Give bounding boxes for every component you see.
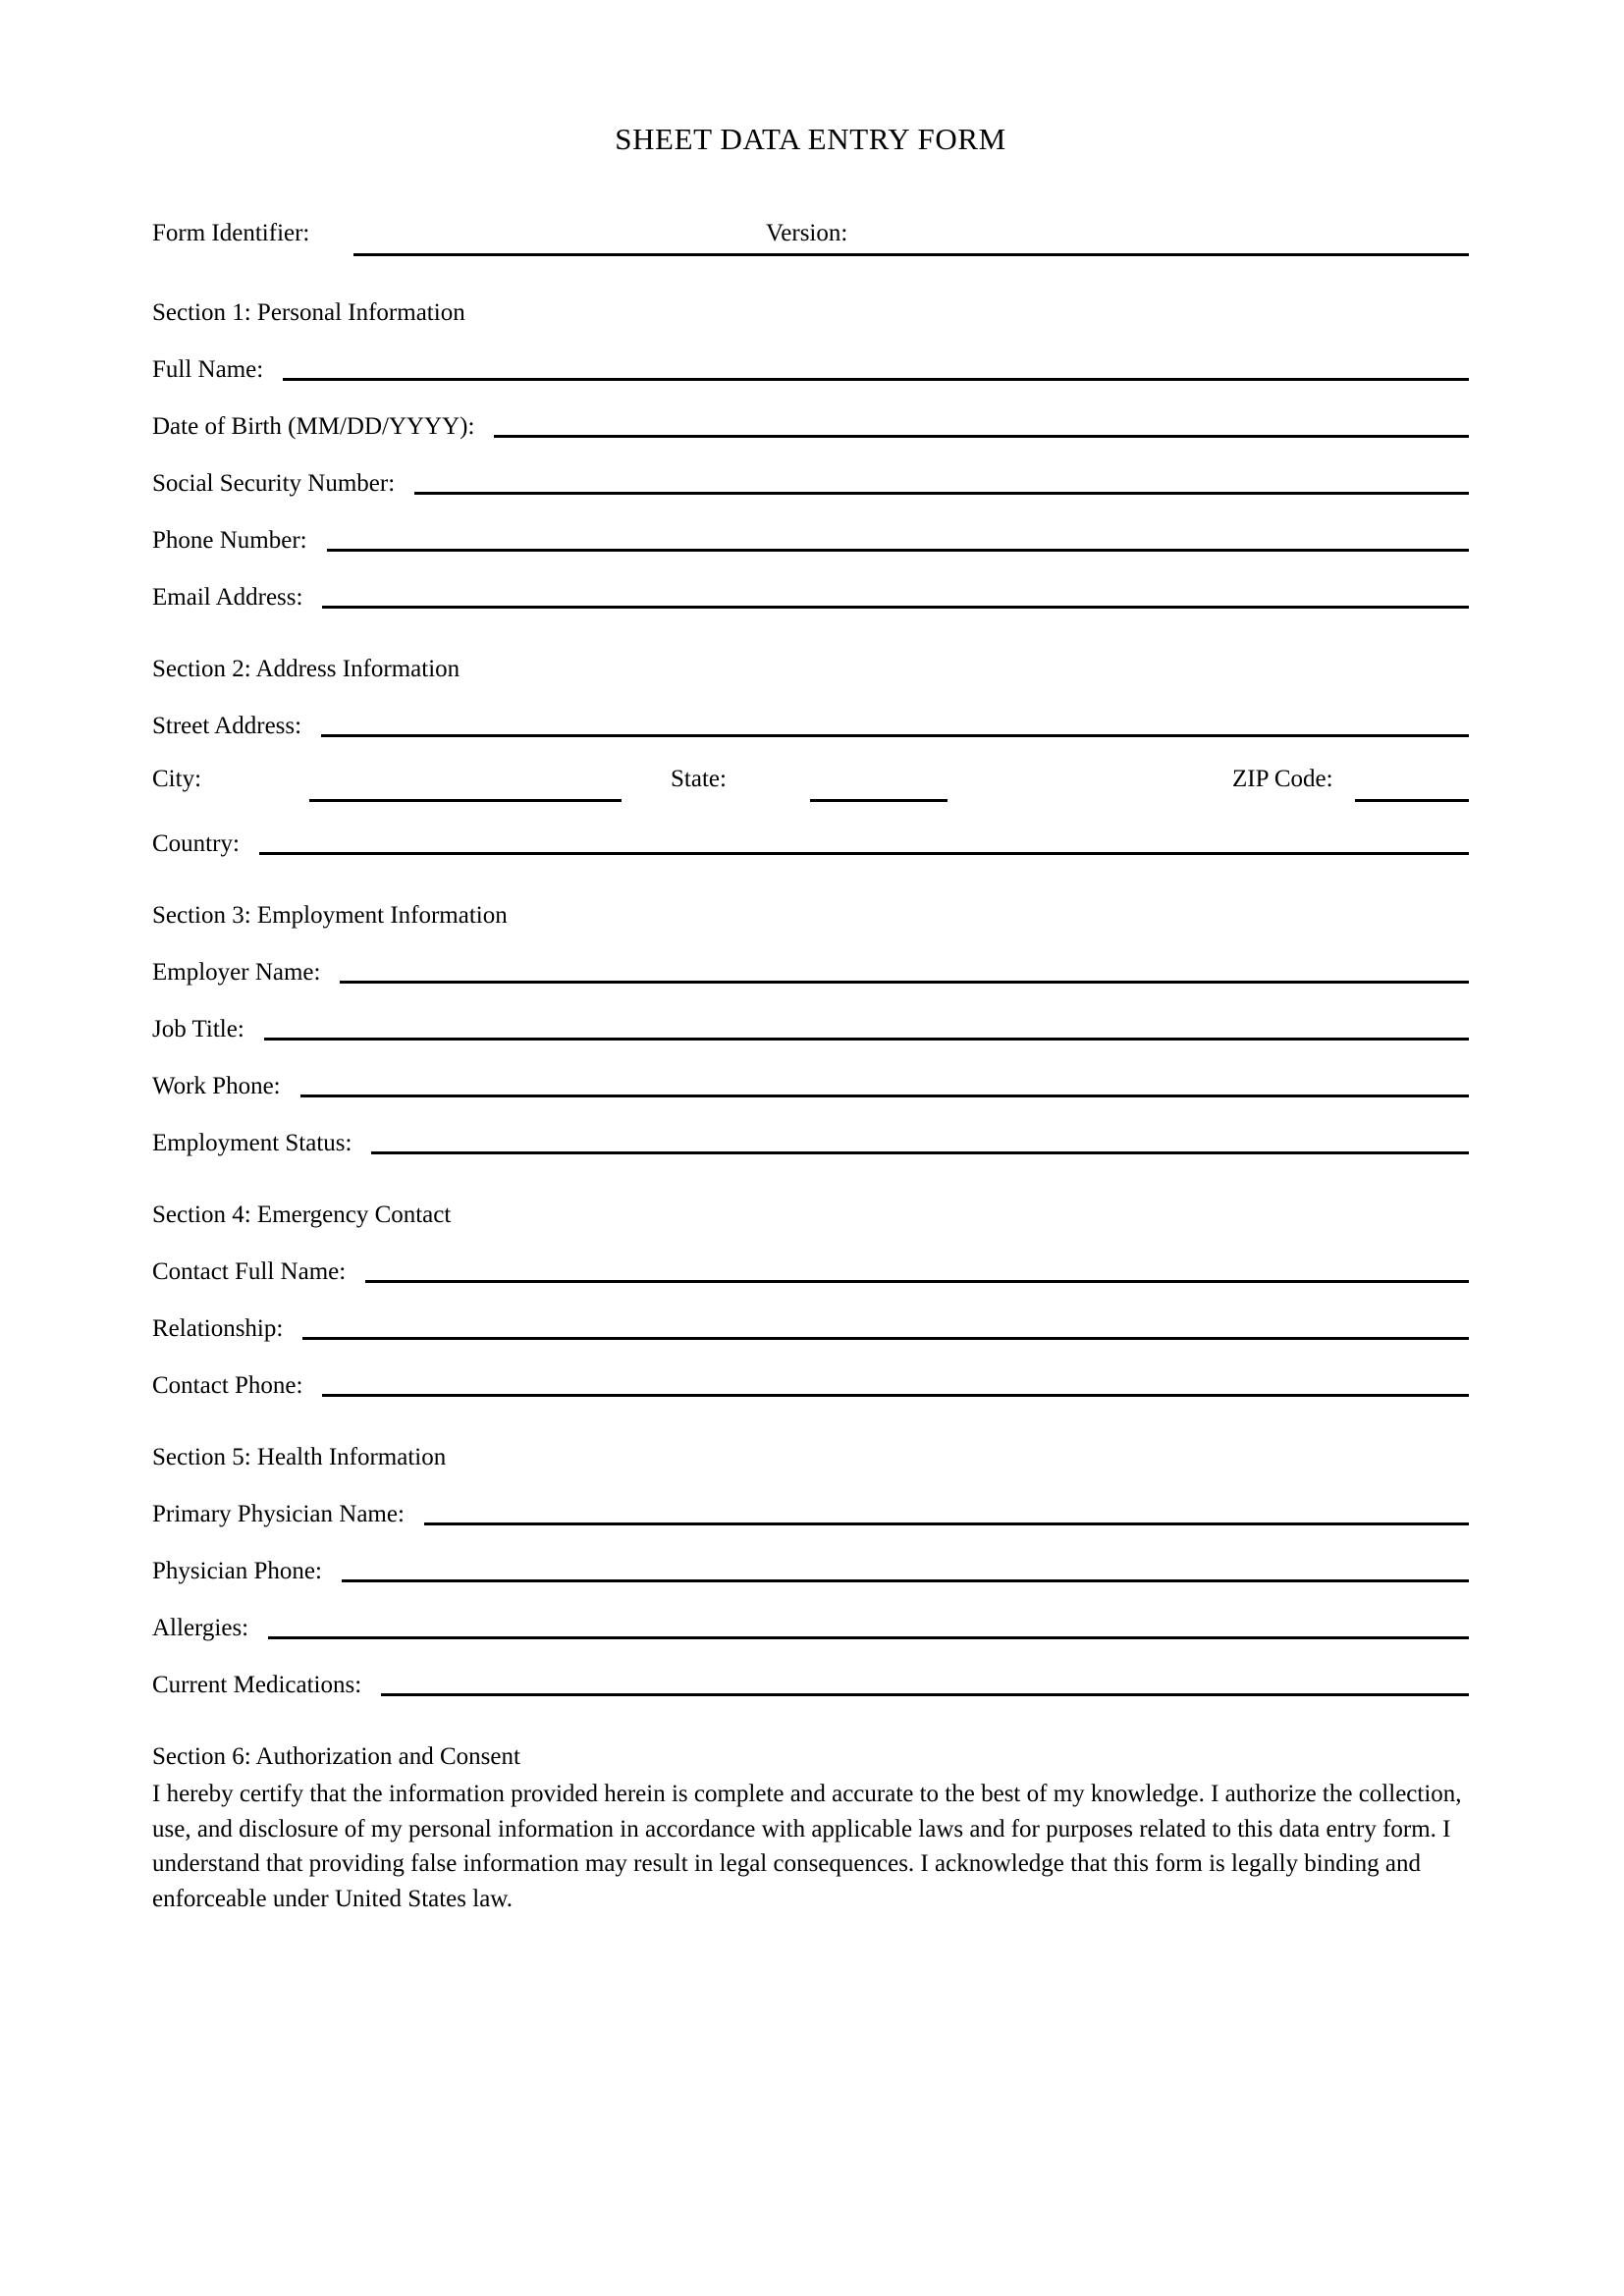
spacer (152, 928, 1469, 955)
spacer (152, 553, 1469, 580)
field-input-rule[interactable] (259, 827, 1469, 851)
spacer (152, 985, 1469, 1012)
field-allergies (152, 1611, 1469, 1640)
field-label: Employer Name: (152, 959, 321, 987)
spacer (152, 610, 1469, 657)
spacer (152, 1227, 1469, 1255)
field-label: Job Title: (152, 1016, 244, 1043)
spacer (152, 1284, 1469, 1311)
spacer (152, 439, 1469, 466)
spacer (152, 1398, 1469, 1445)
field-street-address (152, 709, 1469, 738)
section-heading-1: Section 1: Personal Information (152, 299, 465, 327)
section-heading-2: Section 2: Address Information (152, 656, 460, 683)
field-contact-phone (152, 1368, 1469, 1398)
form-identifier-version-input-rule[interactable] (353, 253, 1469, 256)
spacer (152, 799, 1469, 827)
field-label: Country: (152, 830, 240, 858)
field-social-security-number (152, 466, 1469, 496)
form-header-row (152, 220, 1469, 253)
field-label: Street Address: (152, 713, 302, 740)
field-input-rule[interactable] (322, 1368, 1469, 1393)
field-input-rule[interactable] (340, 955, 1469, 980)
field-input-rule[interactable] (327, 523, 1469, 548)
field-input-rule[interactable] (414, 466, 1469, 491)
field-input-rule[interactable] (494, 409, 1469, 434)
field-city-state-zip-row (152, 766, 1469, 799)
spacer (152, 1526, 1469, 1554)
state-input-rule[interactable] (810, 799, 947, 802)
field-country (152, 827, 1469, 856)
field-primary-physician-name (152, 1497, 1469, 1526)
field-input-rule[interactable] (342, 1554, 1469, 1578)
field-input-rule[interactable] (268, 1611, 1469, 1635)
spacer (152, 253, 1469, 300)
state-label: State: (671, 766, 727, 793)
field-employer-name (152, 955, 1469, 985)
field-input-rule[interactable] (322, 580, 1469, 605)
version-label: Version: (766, 220, 848, 247)
field-input-rule[interactable] (300, 1069, 1469, 1094)
field-label: Date of Birth (MM/DD/YYYY): (152, 413, 475, 441)
spacer (152, 325, 1469, 352)
field-label: Social Security Number: (152, 470, 396, 498)
field-relationship (152, 1311, 1469, 1341)
section-heading-4: Section 4: Emergency Contact (152, 1201, 452, 1229)
field-current-medications (152, 1668, 1469, 1697)
section-heading-6: Section 6: Authorization and Consent (152, 1743, 520, 1771)
zip-code-label: ZIP Code: (1232, 766, 1333, 793)
field-email-address (152, 580, 1469, 610)
field-job-title (152, 1012, 1469, 1041)
spacer (152, 681, 1469, 709)
spacer (152, 1583, 1469, 1611)
field-label: Phone Number: (152, 527, 307, 555)
field-label: Allergies: (152, 1615, 249, 1642)
zip-code-input-rule[interactable] (1355, 799, 1469, 802)
field-input-rule[interactable] (424, 1497, 1469, 1522)
spacer (152, 856, 1469, 903)
spacer (152, 1341, 1469, 1368)
field-date-of-birth (152, 409, 1469, 439)
field-full-name (152, 352, 1469, 382)
field-input-rule[interactable] (365, 1255, 1469, 1279)
field-employment-status (152, 1126, 1469, 1155)
field-label: Work Phone: (152, 1073, 281, 1100)
field-label: Physician Phone: (152, 1558, 322, 1585)
city-input-rule[interactable] (309, 799, 622, 802)
city-label: City: (152, 766, 202, 793)
field-input-rule[interactable] (283, 352, 1469, 377)
field-label: Employment Status: (152, 1130, 352, 1157)
field-input-rule[interactable] (321, 709, 1469, 733)
spacer (152, 1098, 1469, 1126)
spacer (152, 1640, 1469, 1668)
form-identifier-label: Form Identifier: (152, 220, 310, 247)
spacer (152, 1041, 1469, 1069)
field-label: Relationship: (152, 1315, 284, 1343)
spacer (152, 738, 1469, 766)
page-title: SHEET DATA ENTRY FORM (615, 122, 1006, 156)
field-label: Contact Full Name: (152, 1258, 347, 1286)
field-label: Primary Physician Name: (152, 1501, 405, 1528)
section-heading-3: Section 3: Employment Information (152, 902, 508, 930)
spacer (152, 1155, 1469, 1202)
field-label: Current Medications: (152, 1672, 362, 1699)
field-label: Contact Phone: (152, 1372, 303, 1400)
spacer (152, 1697, 1469, 1744)
field-input-rule[interactable] (371, 1126, 1469, 1150)
spacer (152, 1469, 1469, 1497)
spacer (152, 382, 1469, 409)
section-heading-5: Section 5: Health Information (152, 1444, 447, 1471)
field-phone-number (152, 523, 1469, 553)
spacer (152, 496, 1469, 523)
field-work-phone (152, 1069, 1469, 1098)
field-label: Email Address: (152, 584, 303, 612)
field-input-rule[interactable] (264, 1012, 1469, 1037)
field-label: Full Name: (152, 356, 264, 384)
authorization-consent-text: I hereby certify that the information provided herein is complete and accurate to the best of my knowledge. I authorize the collection, use, and disclosure of my personal information in accordance with applicable laws and for purposes related to this data entry form. I understand that providing false information may result in legal consequences. I acknowledge that this form is legally binding and enforceable under United States law. (152, 1781, 1462, 1912)
field-contact-full-name (152, 1255, 1469, 1284)
form-sheet (152, 0, 1469, 1916)
field-physician-phone (152, 1554, 1469, 1583)
field-input-rule[interactable] (302, 1311, 1469, 1336)
field-input-rule[interactable] (381, 1668, 1469, 1692)
